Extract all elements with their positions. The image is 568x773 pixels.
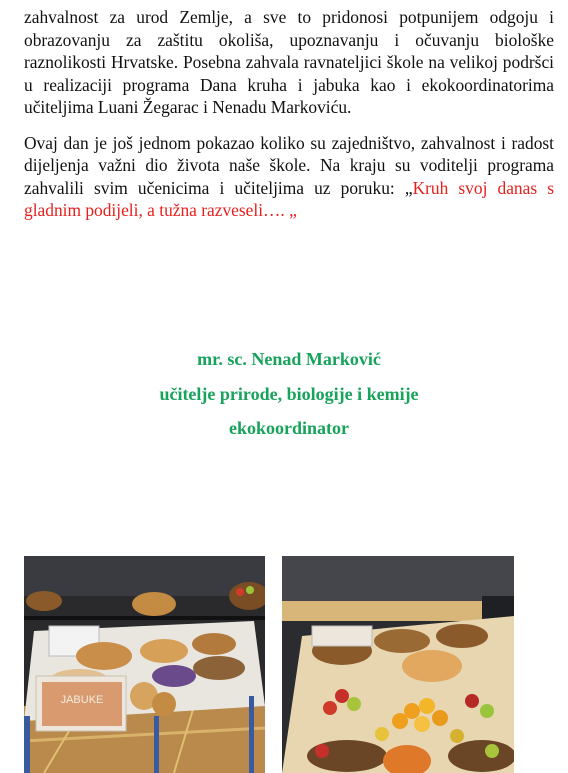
jabuke-sign-text: JABUKE bbox=[60, 694, 104, 706]
document-body bbox=[24, 6, 554, 222]
signature-role: učitelje prirode, biologije i kemije bbox=[159, 384, 419, 404]
quote-text: Kruh svoj danas s gladnim podijeli, a tužna razveseli…. „ bbox=[24, 177, 555, 220]
paragraph-2 bbox=[24, 132, 554, 222]
photo-fruit-display bbox=[282, 556, 514, 773]
signature-name: mr. sc. Nenad Marković bbox=[197, 349, 381, 369]
photo-bread-tables bbox=[24, 556, 265, 773]
signature-title: ekokoordinator bbox=[228, 418, 349, 438]
paragraph-2-text: Ovaj dan je još jednom pokazao koliko su zajedništvo, zahvalnost i radost dijeljenja važni dio života naše škole. Na kraju su voditelji programa zahvalili svim učenicima i učiteljima uz poruku: „ bbox=[24, 132, 554, 198]
paragraph-1: zahvalnost za urod Zemlje, a sve to pridonosi potpunijem odgoju i obrazovanju za zaštitu okoliša, upoznavanju i očuvanju biološke raznolikosti Hrvatske. Posebna zahvala ravnateljici škole na velikoj podršci u realizaciji programa Dana kruha i jabuka kao i ekokoordinatorima učiteljima Luani Žegarac i Nenadu Markoviću. bbox=[24, 7, 554, 117]
